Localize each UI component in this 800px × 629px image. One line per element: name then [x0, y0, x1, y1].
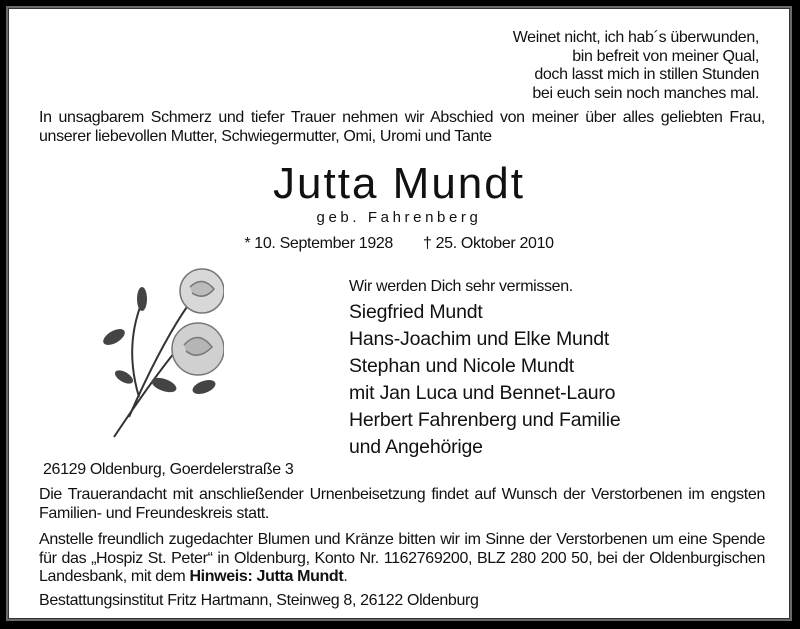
poem-line: doch lasst mich in stillen Stunden — [534, 66, 759, 83]
address: 26129 Oldenburg, Goerdelerstraße 3 — [43, 461, 294, 478]
poem-line: Weinet nicht, ich hab´s überwunden, — [512, 29, 759, 46]
intro-text: In unsagbarem Schmerz und tiefer Trauer nehmen wir Abschied von meiner über alles geliebten Frau, unserer liebevollen Mutter, Schwiegermutter, Omi, Uromi und Tante — [39, 109, 765, 145]
deceased-name: Jutta Mundt — [273, 159, 525, 208]
donation-body: Anstelle freundlich zugedachter Blumen und Kränze bitten wir im Sinne der Verstorbenen um eine Spende für das „Hospiz St. Peter“ in Oldenburg, Konto Nr. 1162769200, BLZ 280 200 50, bei der Oldenburgischen Landesbank, mit dem — [39, 531, 765, 585]
mourner: Hans-Joachim und Elke Mundt — [349, 328, 610, 350]
mourner: Herbert Fahrenberg und Familie — [349, 409, 621, 431]
donation-end: . — [343, 568, 348, 585]
birth-date: * 10. September 1928 — [244, 235, 393, 252]
mourner: Siegfried Mundt — [349, 301, 483, 323]
maiden-name: geb. Fahrenberg — [316, 209, 482, 226]
death-date: † 25. Oktober 2010 — [422, 235, 554, 252]
obituary-notice — [8, 8, 790, 619]
poem-line: bei euch sein noch manches mal. — [532, 84, 759, 102]
donation-text — [39, 531, 765, 587]
poem-line: bin befreit von meiner Qual, — [572, 47, 759, 65]
family-intro: Wir werden Dich sehr vermissen. — [349, 278, 573, 295]
notice-frame — [6, 6, 792, 621]
donation-note: Hinweis: Jutta Mundt — [189, 568, 344, 585]
rose-image — [94, 257, 224, 442]
poem — [513, 29, 759, 103]
mourner: Stephan und Nicole Mundt — [349, 355, 575, 377]
undertaker: Bestattungsinstitut Fritz Hartmann, Steinweg 8, 26122 Oldenburg — [39, 592, 479, 609]
mourner: mit Jan Luca und Bennet-Lauro — [349, 382, 616, 404]
ceremony-text: Die Trauerandacht mit anschließender Urnenbeisetzung findet auf Wunsch der Verstorbenen im engsten Familien- und Freundeskreis statt. — [39, 486, 765, 522]
mourners-list — [349, 275, 620, 461]
mourner: und Angehörige — [349, 436, 483, 458]
life-dates — [9, 235, 789, 254]
